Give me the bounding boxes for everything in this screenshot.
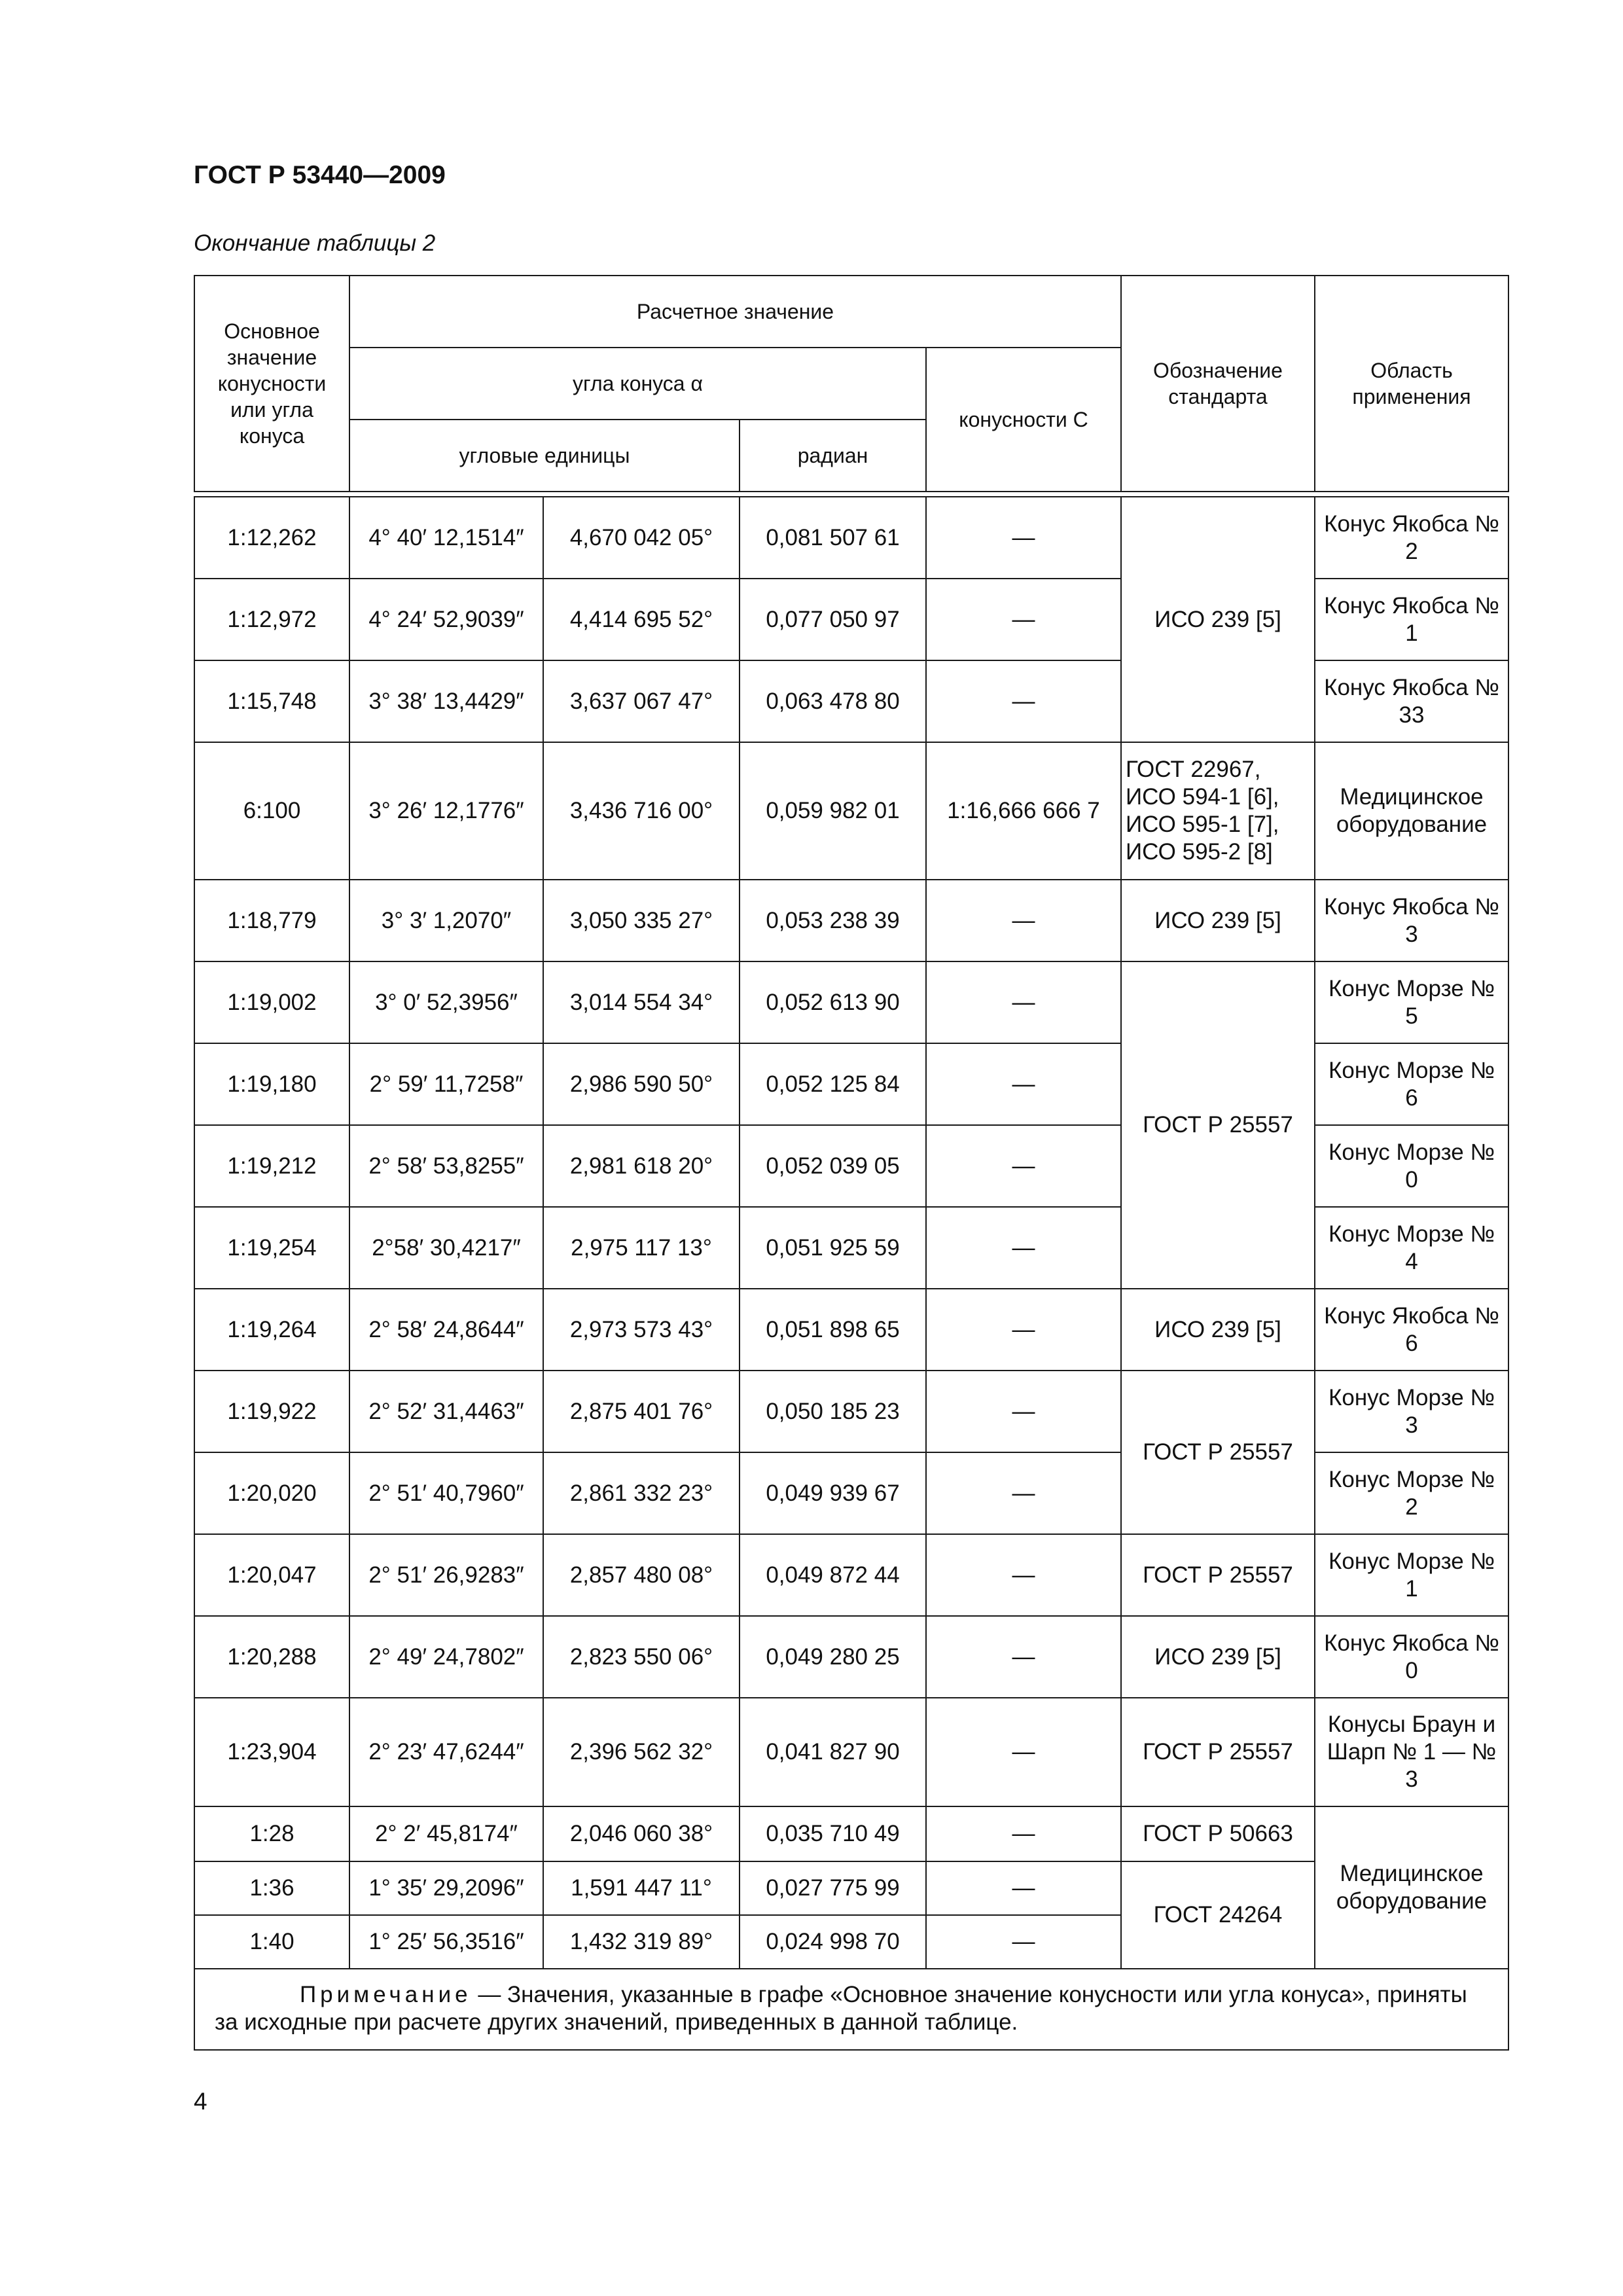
cell-radian: 0,081 507 61: [740, 497, 926, 579]
cell-angle-dms: 3° 3′ 1,2070″: [349, 880, 543, 961]
header-standard: Обозначение стандарта: [1121, 276, 1315, 492]
cell-taper: —: [926, 1289, 1121, 1371]
cell-taper: —: [926, 1371, 1121, 1452]
cell-radian: 0,049 280 25: [740, 1616, 926, 1698]
note-text: — Значения, указанные в графе «Основное значение конусности или угла конуса», приняты за исходные при расчете других значений, приведенных в данной таблице.: [215, 1982, 1467, 2035]
cell-angle-deg: 1,432 319 89°: [543, 1915, 740, 1969]
cell-standard: ГОСТ Р 25557: [1121, 1698, 1315, 1806]
cell-angle-deg: 2,975 117 13°: [543, 1207, 740, 1289]
cell-angle-deg: 2,046 060 38°: [543, 1806, 740, 1861]
cell-radian: 0,041 827 90: [740, 1698, 926, 1806]
cell-base: 1:20,020: [194, 1452, 349, 1534]
cell-angle-dms: 2° 59′ 11,7258″: [349, 1043, 543, 1125]
cell-application: Конус Морзе № 0: [1315, 1125, 1508, 1207]
cell-taper: —: [926, 1915, 1121, 1969]
cell-base: 6:100: [194, 742, 349, 880]
cell-angle-deg: 2,396 562 32°: [543, 1698, 740, 1806]
cell-base: 1:19,254: [194, 1207, 349, 1289]
cell-radian: 0,053 238 39: [740, 880, 926, 961]
cell-radian: 0,035 710 49: [740, 1806, 926, 1861]
cell-angle-deg: 3,050 335 27°: [543, 880, 740, 961]
cell-taper: —: [926, 1534, 1121, 1616]
cell-angle-deg: 2,973 573 43°: [543, 1289, 740, 1371]
cell-standard: ГОСТ Р 50663: [1121, 1806, 1315, 1861]
cell-angle-dms: 1° 25′ 56,3516″: [349, 1915, 543, 1969]
cell-application: Конус Морзе № 3: [1315, 1371, 1508, 1452]
cell-application: Медицинское оборудование: [1315, 742, 1508, 880]
table-row: [194, 1371, 1508, 1452]
cell-taper: —: [926, 961, 1121, 1043]
table-row: [194, 1698, 1508, 1806]
cell-angle-dms: 4° 40′ 12,1514″: [349, 497, 543, 579]
cell-application: Конус Морзе № 6: [1315, 1043, 1508, 1125]
cell-radian: 0,051 925 59: [740, 1207, 926, 1289]
cell-standard: ИСО 239 [5]: [1121, 880, 1315, 961]
cell-angle-dms: 3° 26′ 12,1776″: [349, 742, 543, 880]
cell-standard: ИСО 239 [5]: [1121, 1289, 1315, 1371]
cell-application: Конус Якобса № 1: [1315, 579, 1508, 660]
cell-base: 1:15,748: [194, 660, 349, 742]
cell-angle-deg: 2,823 550 06°: [543, 1616, 740, 1698]
taper-values-table: [194, 275, 1509, 2051]
table-row: [194, 880, 1508, 961]
header-taper: конусности C: [926, 348, 1121, 492]
cell-radian: 0,077 050 97: [740, 579, 926, 660]
header-radian: радиан: [740, 420, 926, 492]
cell-standard: ИСО 239 [5]: [1121, 1616, 1315, 1698]
cell-base: 1:19,002: [194, 961, 349, 1043]
cell-angle-dms: 2° 51′ 26,9283″: [349, 1534, 543, 1616]
cell-base: 1:20,288: [194, 1616, 349, 1698]
cell-angle-dms: 2° 58′ 24,8644″: [349, 1289, 543, 1371]
cell-angle-deg: 2,981 618 20°: [543, 1125, 740, 1207]
cell-radian: 0,049 939 67: [740, 1452, 926, 1534]
header-calc: Расчетное значение: [349, 276, 1121, 348]
cell-angle-dms: 1° 35′ 29,2096″: [349, 1861, 543, 1915]
table-row: [194, 1616, 1508, 1698]
cell-radian: 0,052 039 05: [740, 1125, 926, 1207]
page-number: 4: [194, 2088, 207, 2115]
cell-angle-dms: 2°58′ 30,4217″: [349, 1207, 543, 1289]
cell-taper: —: [926, 1125, 1121, 1207]
cell-angle-deg: 4,414 695 52°: [543, 579, 740, 660]
table-row: [194, 1534, 1508, 1616]
cell-base: 1:12,262: [194, 497, 349, 579]
cell-base: 1:23,904: [194, 1698, 349, 1806]
cell-taper: —: [926, 1698, 1121, 1806]
cell-base: 1:20,047: [194, 1534, 349, 1616]
cell-base: 1:36: [194, 1861, 349, 1915]
cell-application: Конус Якобса № 6: [1315, 1289, 1508, 1371]
cell-standard: ГОСТ 24264: [1121, 1861, 1315, 1969]
cell-angle-deg: 3,637 067 47°: [543, 660, 740, 742]
cell-standard: ГОСТ Р 25557: [1121, 1534, 1315, 1616]
cell-radian: 0,051 898 65: [740, 1289, 926, 1371]
cell-radian: 0,063 478 80: [740, 660, 926, 742]
table-row: [194, 1806, 1508, 1861]
cell-base: 1:12,972: [194, 579, 349, 660]
cell-taper: —: [926, 1207, 1121, 1289]
document-header: ГОСТ Р 53440—2009: [194, 161, 446, 189]
cell-angle-dms: 3° 0′ 52,3956″: [349, 961, 543, 1043]
cell-radian: 0,050 185 23: [740, 1371, 926, 1452]
cell-base: 1:19,264: [194, 1289, 349, 1371]
cell-angle-dms: 4° 24′ 52,9039″: [349, 579, 543, 660]
cell-base: 1:28: [194, 1806, 349, 1861]
note-label: Примечание: [300, 1982, 472, 2007]
cell-application: Конус Морзе № 2: [1315, 1452, 1508, 1534]
cell-radian: 0,027 775 99: [740, 1861, 926, 1915]
table-row: [194, 742, 1508, 880]
cell-application: Конус Морзе № 5: [1315, 961, 1508, 1043]
cell-angle-dms: 2° 49′ 24,7802″: [349, 1616, 543, 1698]
cell-standard: ГОСТ Р 25557: [1121, 1371, 1315, 1534]
cell-angle-deg: 2,986 590 50°: [543, 1043, 740, 1125]
table-row: [194, 1289, 1508, 1371]
header-application: Область применения: [1315, 276, 1508, 492]
header-base: Основное значение конусности или угла конуса: [194, 276, 349, 492]
cell-application: Конус Якобса № 0: [1315, 1616, 1508, 1698]
cell-base: 1:18,779: [194, 880, 349, 961]
cell-taper: —: [926, 1806, 1121, 1861]
header-angle: угла конуса α: [349, 348, 926, 420]
cell-taper: —: [926, 1616, 1121, 1698]
cell-application: Конус Якобса № 33: [1315, 660, 1508, 742]
cell-taper: —: [926, 1043, 1121, 1125]
cell-application: Конусы Браун и Шарп № 1 — № 3: [1315, 1698, 1508, 1806]
cell-taper: —: [926, 880, 1121, 961]
cell-standard: ИСО 239 [5]: [1121, 497, 1315, 742]
cell-base: 1:19,212: [194, 1125, 349, 1207]
cell-angle-deg: 3,436 716 00°: [543, 742, 740, 880]
header-separator: [194, 492, 1508, 497]
table-body: [194, 497, 1508, 2050]
cell-radian: 0,024 998 70: [740, 1915, 926, 1969]
cell-taper: —: [926, 660, 1121, 742]
cell-application: Конус Морзе № 4: [1315, 1207, 1508, 1289]
cell-application: Медицинское оборудование: [1315, 1806, 1508, 1969]
cell-angle-deg: 3,014 554 34°: [543, 961, 740, 1043]
header-angular-units: угловые единицы: [349, 420, 740, 492]
cell-radian: 0,052 613 90: [740, 961, 926, 1043]
cell-application: Конус Якобса № 3: [1315, 880, 1508, 961]
table-row: [194, 497, 1508, 579]
cell-taper: —: [926, 1861, 1121, 1915]
cell-taper: —: [926, 579, 1121, 660]
cell-standard: ГОСТ 22967, ИСО 594-1 [6], ИСО 595-1 [7], ИСО 595-2 [8]: [1121, 742, 1315, 880]
table-row: [194, 961, 1508, 1043]
table-caption: Окончание таблицы 2: [194, 230, 436, 256]
cell-radian: 0,059 982 01: [740, 742, 926, 880]
table-note: [194, 1969, 1508, 2050]
cell-taper: 1:16,666 666 7: [926, 742, 1121, 880]
cell-angle-deg: 4,670 042 05°: [543, 497, 740, 579]
cell-taper: —: [926, 497, 1121, 579]
cell-angle-dms: 2° 23′ 47,6244″: [349, 1698, 543, 1806]
cell-angle-deg: 2,861 332 23°: [543, 1452, 740, 1534]
cell-angle-deg: 2,857 480 08°: [543, 1534, 740, 1616]
cell-radian: 0,049 872 44: [740, 1534, 926, 1616]
cell-angle-deg: 1,591 447 11°: [543, 1861, 740, 1915]
cell-base: 1:19,922: [194, 1371, 349, 1452]
cell-taper: —: [926, 1452, 1121, 1534]
cell-base: 1:19,180: [194, 1043, 349, 1125]
cell-standard: ГОСТ Р 25557: [1121, 961, 1315, 1289]
cell-radian: 0,052 125 84: [740, 1043, 926, 1125]
cell-angle-dms: 2° 52′ 31,4463″: [349, 1371, 543, 1452]
table-row: [194, 1861, 1508, 1915]
cell-base: 1:40: [194, 1915, 349, 1969]
header-separator-line: [194, 492, 1508, 497]
cell-angle-dms: 2° 51′ 40,7960″: [349, 1452, 543, 1534]
cell-application: Конус Якобса № 2: [1315, 497, 1508, 579]
cell-angle-deg: 2,875 401 76°: [543, 1371, 740, 1452]
cell-angle-dms: 2° 58′ 53,8255″: [349, 1125, 543, 1207]
cell-application: Конус Морзе № 1: [1315, 1534, 1508, 1616]
cell-angle-dms: 3° 38′ 13,4429″: [349, 660, 543, 742]
table-head: [194, 276, 1508, 497]
cell-angle-dms: 2° 2′ 45,8174″: [349, 1806, 543, 1861]
note-row: [194, 1969, 1508, 2050]
